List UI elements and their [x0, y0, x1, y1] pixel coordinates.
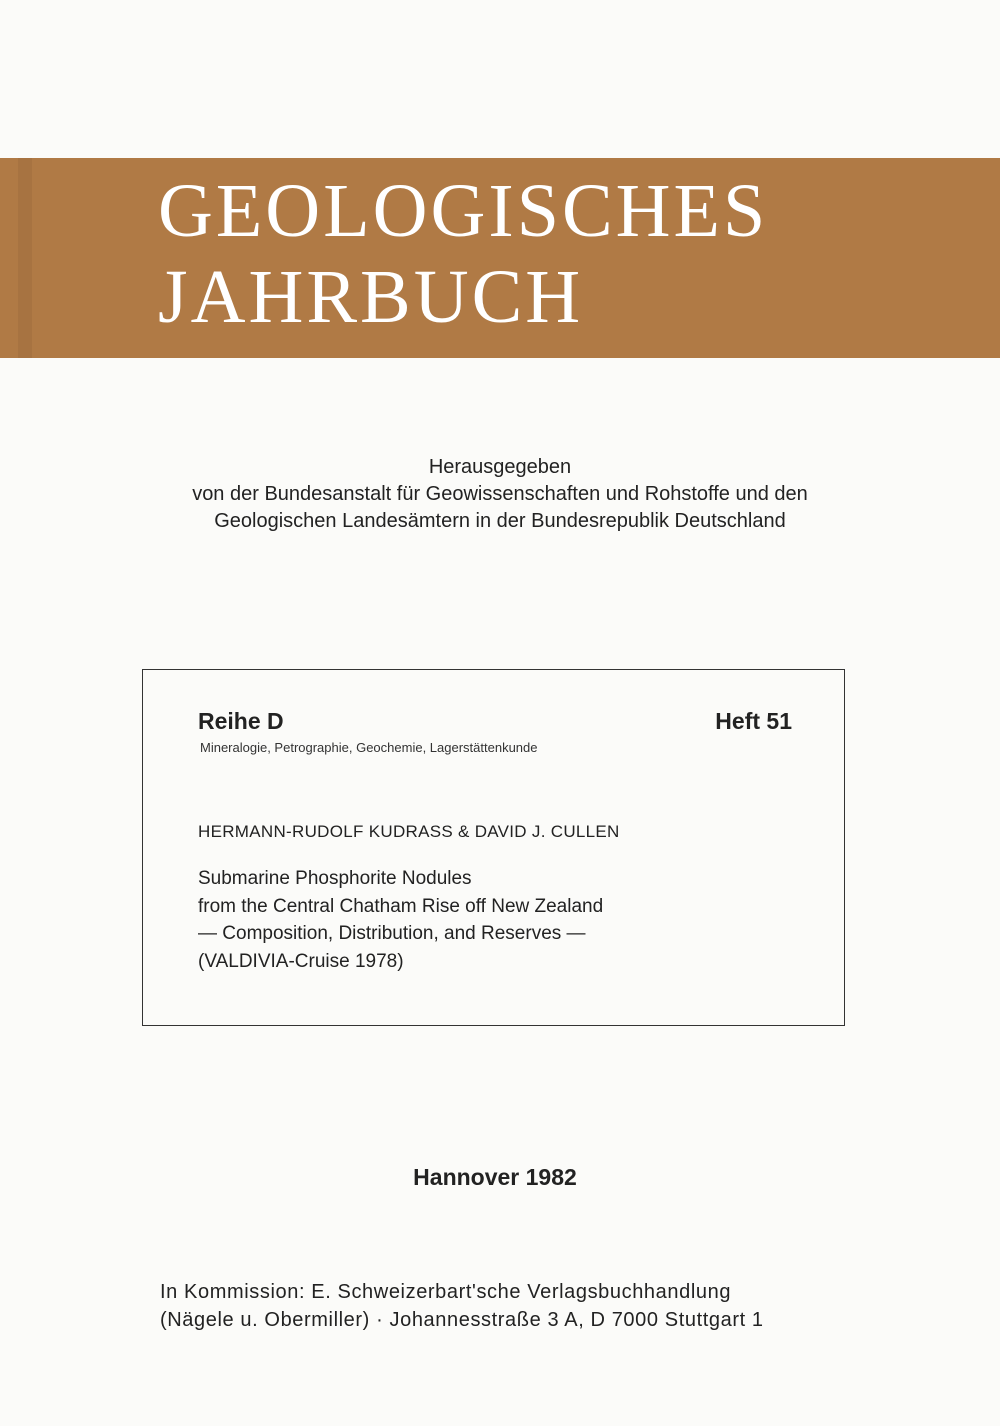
authors: HERMANN-RUDOLF KUDRASS & DAVID J. CULLEN — [198, 822, 620, 841]
journal-title-line-2: JAHRBUCH — [158, 255, 584, 339]
distribution-line-1: In Kommission: E. Schweizerbart'sche Verlagsbuchhandlung — [160, 1281, 732, 1303]
publisher-line-3: Geologischen Landesämtern in der Bundesrepublik Deutschland — [214, 510, 786, 532]
journal-title-line-1: GEOLOGISCHES — [158, 169, 769, 253]
work-title-line-1: Submarine Phosphorite Nodules — [198, 868, 472, 889]
publisher-line-2: von der Bundesanstalt für Geowissenschaften und Rohstoffe und den — [192, 483, 808, 505]
place-and-year: Hannover 1982 — [413, 1164, 577, 1190]
issue-number: Heft 51 — [715, 708, 792, 734]
series-name: Reihe D — [198, 708, 284, 734]
publisher-line-1: Herausgegeben — [428, 456, 572, 478]
series-subjects: Mineralogie, Petrographie, Geochemie, Lagerstättenkunde — [200, 740, 538, 755]
band-edge-shadow — [18, 158, 32, 358]
work-title-line-2: from the Central Chatham Rise off New Zealand — [198, 895, 604, 917]
work-title-line-4: (VALDIVIA-Cruise 1978) — [198, 950, 404, 972]
title-band — [0, 158, 1000, 358]
series-box — [142, 669, 845, 1026]
work-title-line-3: — Composition, Distribution, and Reserves — — [198, 923, 586, 944]
distribution-line-2: (Nägele u. Obermiller) · Johannesstraße 3 A, D 7000 Stuttgart 1 — [160, 1309, 764, 1331]
work-title — [198, 865, 603, 975]
distribution-imprint — [160, 1278, 764, 1334]
journal-title — [158, 168, 768, 340]
publisher-statement — [0, 454, 1000, 535]
